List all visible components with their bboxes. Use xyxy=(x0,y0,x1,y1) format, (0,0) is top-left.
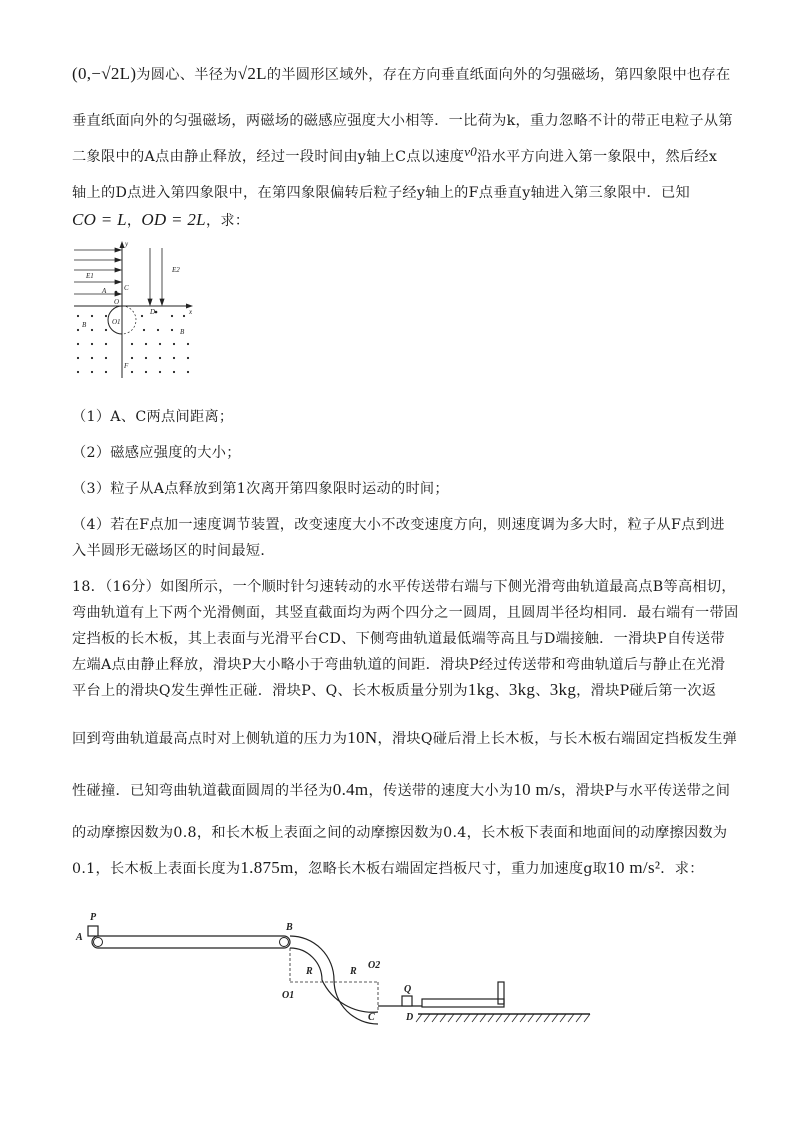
label-d: D xyxy=(406,1012,414,1023)
text: 、 xyxy=(535,683,550,699)
text: 二象限中的A点由静止释放，经过一段时间由y轴上C点以速度 xyxy=(72,149,465,165)
p18-line5 xyxy=(72,680,716,700)
label-b-left: B xyxy=(82,321,87,329)
p1-line2: 垂直纸面向外的匀强磁场，两磁场的磁感应强度大小相等．一比荷为k，重力忽略不计的带正电粒子从第 xyxy=(72,113,733,129)
label-e2: E2 xyxy=(172,266,180,274)
mass-q: 3kg xyxy=(508,680,536,699)
text: 、 xyxy=(494,683,509,699)
question-4-cont: 入半圆形无磁场区的时间最短． xyxy=(72,543,275,559)
math-v0: v0 xyxy=(464,144,478,159)
text: 平台上的滑块Q发生弹性正碰．滑块P、Q、长木板质量分别为 xyxy=(72,683,468,699)
text: 0.1，长木板上表面长度为 xyxy=(72,861,241,877)
text: ， xyxy=(126,213,142,229)
text: 为圆心、半径为 xyxy=(136,67,238,83)
text: ，滑块Q碰后滑上长木板，与长木板右端固定挡板发生弹 xyxy=(377,731,738,747)
p18-line2: 弯曲轨道有上下两个光滑侧面，其竖直截面均为两个四分之一圆周，且圆周半径均相同．最右端有一带固 xyxy=(72,605,739,621)
text: 回到弯曲轨道最高点时对上侧轨道的压力为 xyxy=(72,731,348,747)
p18-line4: 左端A点由静止释放，滑块P大小略小于弯曲轨道的间距．滑块P经过传送带和弯曲轨道后与静止在光滑 xyxy=(72,657,726,673)
gravity-value: 10 m/s² xyxy=(607,858,661,877)
force-value: 10N xyxy=(347,728,378,747)
label-c: C xyxy=(124,284,129,292)
belt-speed: 10 m/s xyxy=(513,780,561,799)
math-co: CO = L xyxy=(72,210,127,229)
label-e1: E1 xyxy=(86,272,94,280)
p18-line6 xyxy=(72,728,737,748)
label-a: A xyxy=(76,932,83,943)
p1-line4: 轴上的D点进入第四象限中，在第四象限偏转后粒子经y轴上的F点垂直y轴进入第三象限中．已知 xyxy=(72,185,690,201)
text: 沿水平方向进入第一象限中，然后经x xyxy=(477,149,718,165)
label-o2: O2 xyxy=(368,960,381,971)
label-x: x xyxy=(189,308,193,316)
label-c: C xyxy=(368,1012,375,1023)
text: ．求： xyxy=(660,861,704,877)
text: ，传送带的速度大小为 xyxy=(368,783,514,799)
math-center: (0,−√2L) xyxy=(72,64,137,83)
label-a: A xyxy=(102,287,107,295)
board-length: 1.875m xyxy=(240,858,294,877)
label-r2: R xyxy=(350,966,357,977)
label-o: O xyxy=(114,298,120,306)
text: 的半圆形区域外，存在方向垂直纸面向外的匀强磁场，第四象限中也存在 xyxy=(266,67,731,83)
label-f: F xyxy=(124,362,129,370)
question-2: （2）磁感应强度的大小； xyxy=(72,445,241,461)
text: 性碰撞．已知弯曲轨道截面圆周的半径为 xyxy=(72,783,333,799)
math-od: OD = 2L xyxy=(141,210,206,229)
p18-line3: 定挡板的长木板，其上表面与光滑平台CD、下侧弯曲轨道最低端等高且与D端接触．一滑块P自传送带 xyxy=(72,631,725,647)
text: ，忽略长木板右端固定挡板尺寸，重力加速度g取 xyxy=(293,861,608,877)
label-d: D xyxy=(150,308,156,316)
label-p: P xyxy=(90,912,97,923)
p1-line3 xyxy=(72,146,717,166)
p1-line5 xyxy=(72,210,249,230)
question-3: （3）粒子从A点释放到第1次离开第四象限时运动的时间； xyxy=(72,481,449,497)
p1-line1 xyxy=(72,64,730,84)
text: ，滑块P与水平传送带之间 xyxy=(560,783,731,799)
magnetic-field-figure xyxy=(72,238,198,384)
label-b: B xyxy=(286,922,293,933)
label-o1: O1 xyxy=(282,990,295,1001)
mass-board: 3kg xyxy=(549,680,577,699)
p18-line1: 18．（16分）如图所示，一个顺时针匀速转动的水平传送带右端与下侧光滑弯曲轨道最高点B等高相切， xyxy=(72,579,736,595)
radius-value: 0.4m xyxy=(332,780,369,799)
text: ，滑块P碰后第一次返 xyxy=(576,683,717,699)
question-4: （4）若在F点加一速度调节装置，改变速度大小不改变速度方向，则速度调为多大时，粒子从F点到进 xyxy=(72,517,725,533)
p18-line7 xyxy=(72,780,730,800)
label-y: y xyxy=(125,240,129,248)
label-b-right: B xyxy=(180,328,185,336)
text: ，求： xyxy=(205,213,250,229)
math-radius: √2L xyxy=(237,64,267,83)
p18-line9 xyxy=(72,858,704,878)
label-o1: O1 xyxy=(112,318,121,326)
label-r1: R xyxy=(306,966,313,977)
conveyor-track-figure xyxy=(72,902,592,1026)
label-q: Q xyxy=(404,984,412,995)
mass-p: 1kg xyxy=(467,680,495,699)
question-1: （1）A、C两点间距离； xyxy=(72,409,234,425)
p18-line8: 的动摩擦因数为0.8，和长木板上表面之间的动摩擦因数为0.4，长木板下表面和地面间的动摩擦因数为 xyxy=(72,825,728,841)
